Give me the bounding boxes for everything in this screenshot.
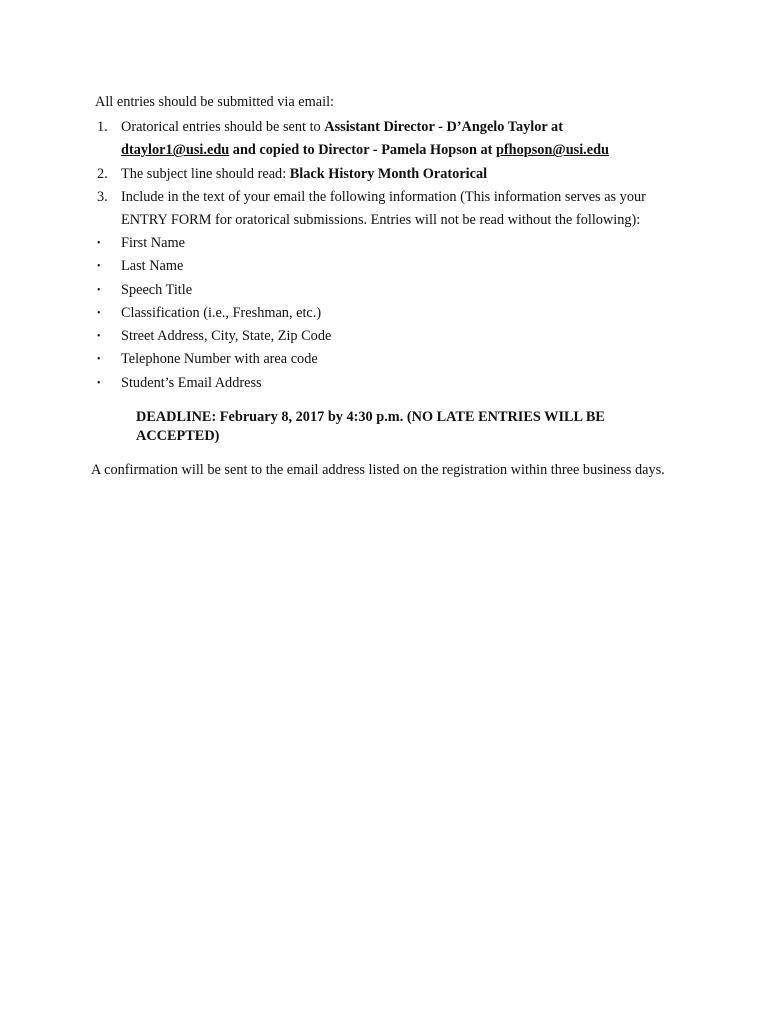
list-item-field: [0, 372, 770, 395]
bullet-icon: •: [97, 307, 101, 319]
list-item-field: [0, 348, 770, 371]
step-text: Oratorical entries should be sent to: [121, 119, 325, 135]
deadline-notice: DEADLINE: February 8, 2017 by 4:30 p.m. (NO LATE ENTRIES WILL BE ACCEPTED): [136, 409, 605, 444]
field-label: Telephone Number with area code: [121, 351, 318, 368]
director-email-link[interactable]: pfhopson@usi.edu: [495, 142, 610, 159]
list-item-field: [0, 255, 770, 278]
director-text: and copied to Director - Pamela Hopson at: [229, 142, 496, 159]
list-item-field: [0, 302, 770, 325]
step-number: 1.: [97, 119, 108, 135]
list-item-field: [0, 325, 770, 348]
bullet-icon: •: [97, 284, 101, 296]
list-item-step-2: [0, 163, 681, 186]
step-text: The subject line should read:: [121, 165, 290, 182]
bullet-icon: •: [97, 238, 101, 249]
list-item-step-3: [0, 186, 681, 233]
list-item-step-1: [0, 116, 681, 163]
intro-text: All entries should be submitted via email:: [95, 94, 335, 110]
list-item-field: [0, 279, 770, 302]
bullet-icon: •: [97, 331, 101, 343]
assistant-director-text: Assistant Director - D’Angelo Taylor at: [324, 119, 563, 135]
list-item-field: [0, 232, 770, 255]
step-text: Include in the text of your email the following information (This information serves as your ENTRY FORM for oratorical submissions. Entries will not be read without the following):: [121, 188, 646, 229]
entry-fields-list: [0, 232, 770, 395]
field-label: Student’s Email Address: [121, 374, 262, 391]
bullet-icon: •: [97, 261, 101, 273]
instructions-list: [0, 116, 770, 232]
field-label: First Name: [121, 235, 185, 251]
field-label: Last Name: [121, 258, 184, 275]
step-number: 3.: [97, 188, 108, 205]
field-label: Classification (i.e., Freshman, etc.): [121, 304, 322, 321]
field-label: Street Address, City, State, Zip Code: [121, 328, 332, 345]
bullet-icon: •: [97, 354, 101, 366]
step-number: 2.: [97, 165, 108, 182]
field-label: Speech Title: [121, 281, 193, 298]
confirmation-text: A confirmation will be sent to the email address listed on the registration within three business days.: [91, 462, 665, 478]
bullet-icon: •: [97, 377, 101, 389]
assistant-director-email-link[interactable]: dtaylor1@usi.edu: [121, 142, 230, 159]
subject-line-text: Black History Month Oratorical: [289, 165, 488, 182]
